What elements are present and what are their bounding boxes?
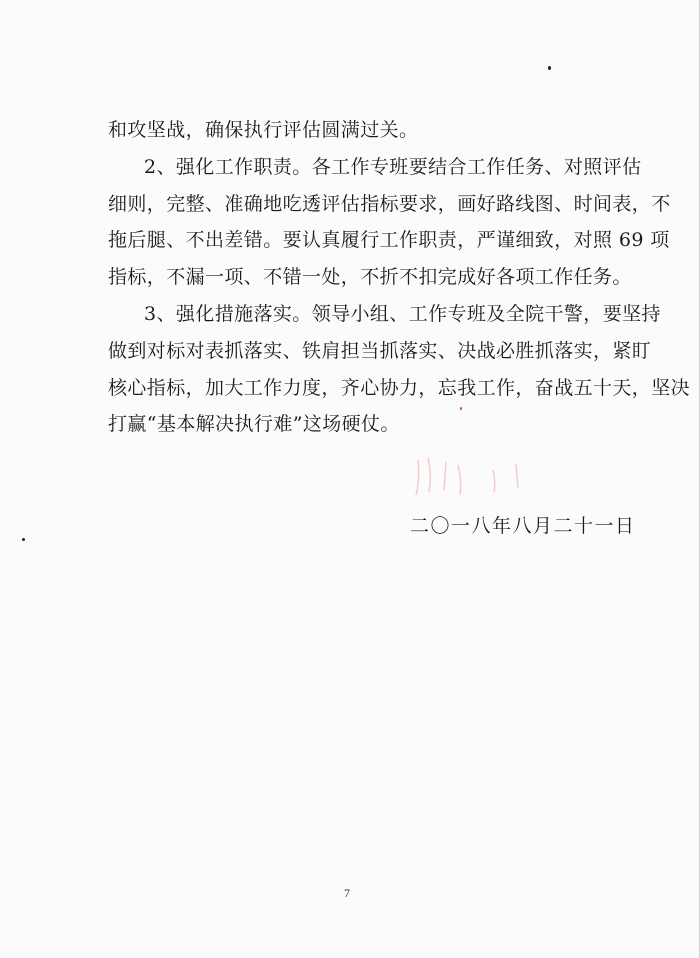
text-line: 指标，不漏一项、不错一处，不折不扣完成好各项工作任务。 <box>108 266 632 289</box>
scan-speck <box>548 66 551 70</box>
section-3-heading-line: 3、强化措施落实。领导小组、工作专班及全院干警，要坚持 <box>144 302 661 325</box>
text-line: 和攻坚战，确保执行评估圆满过关。 <box>108 119 419 141</box>
document-date: 二〇一八年八月二十一日 <box>410 515 636 537</box>
section-2-heading-line: 2、强化工作职责。各工作专班要结合工作任务、对照评估 <box>144 155 642 178</box>
text-line: 细则，完整、准确地吃透评估指标要求，画好路线图、时间表，不 <box>108 192 671 215</box>
scan-speck <box>22 538 25 541</box>
body-text <box>108 112 691 443</box>
text-line: 拖后腿、不出差错。要认真履行工作职责，严谨细致，对照 69 项 <box>108 229 670 252</box>
faint-seal-trace <box>398 440 548 500</box>
page-number: 7 <box>344 886 350 900</box>
text-line: 做到对标对表抓落实、铁肩担当抓落实、决战必胜抓落实，紧盯 <box>108 339 652 362</box>
text-line: 核心指标，加大工作力度，齐心协力，忘我工作，奋战五十天，坚决 <box>108 376 691 399</box>
text-line: 打赢“基本解决执行难”这场硬仗。 <box>108 413 400 436</box>
